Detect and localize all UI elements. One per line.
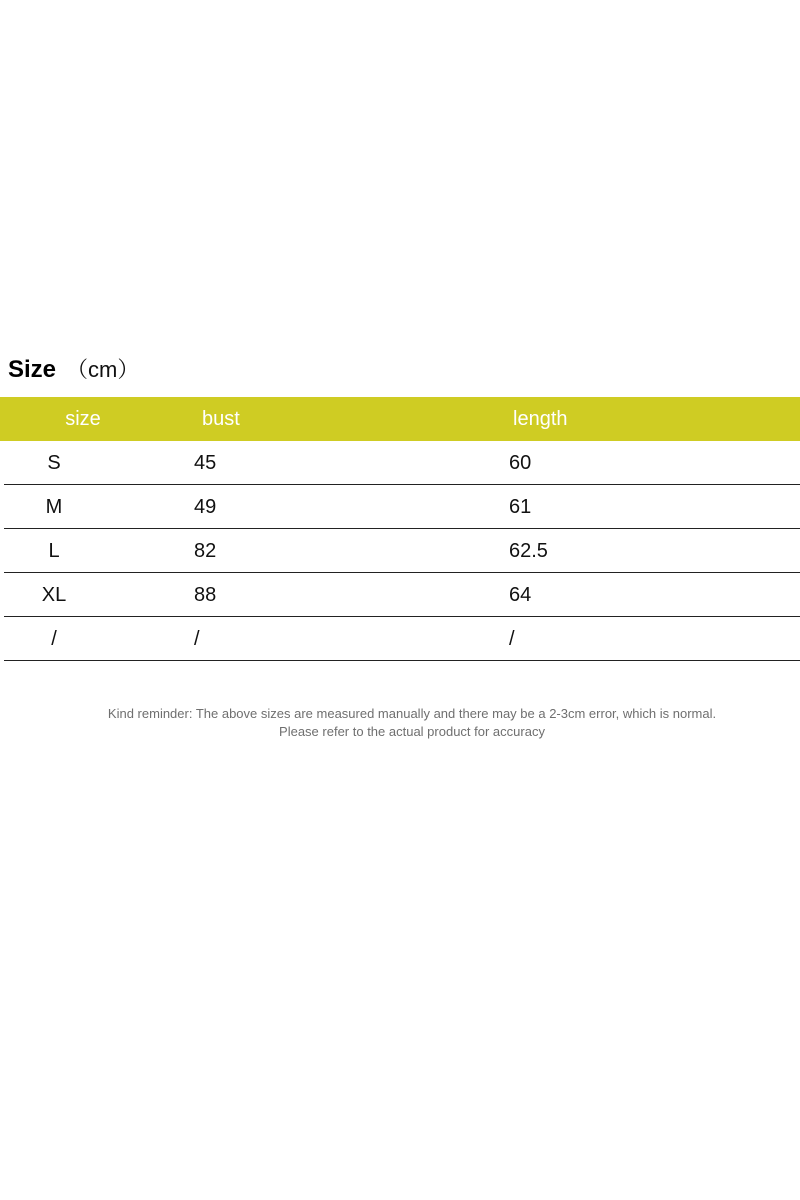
cell-size: [4, 485, 104, 528]
cell-bust-value: /: [194, 627, 200, 650]
cell-length-value: /: [509, 627, 515, 650]
cell-length-value: 62.5: [509, 539, 548, 562]
cell-bust: [194, 617, 314, 660]
cell-length: [509, 485, 629, 528]
size-chart-title: [8, 352, 139, 388]
header-bust-label: bust: [202, 407, 240, 430]
cell-length-value: 61: [509, 495, 532, 518]
table-row: [4, 441, 800, 485]
cell-size-value: S: [47, 451, 61, 474]
cell-size-value: M: [45, 495, 63, 518]
cell-length-value: 60: [509, 451, 532, 474]
cell-length: [509, 573, 629, 616]
title-main: Size: [8, 356, 57, 383]
table-row: [4, 529, 800, 573]
table-row: [4, 485, 800, 529]
cell-size: [4, 441, 104, 484]
cell-size-value: L: [48, 539, 60, 562]
header-length: [513, 397, 633, 441]
table-row: [4, 617, 800, 661]
kind-reminder-note: [0, 705, 800, 741]
cell-bust: [194, 573, 314, 616]
cell-bust: [194, 441, 314, 484]
cell-length-value: 64: [509, 583, 532, 606]
table-row: [4, 573, 800, 617]
note-line-1: Kind reminder: The above sizes are measured manually and there may be a 2-3cm error, which is normal.: [107, 706, 717, 721]
size-table: [0, 397, 800, 661]
header-bust: [202, 397, 322, 441]
header-size: [0, 397, 166, 441]
cell-size: [4, 617, 104, 660]
cell-bust-value: 88: [194, 583, 217, 606]
cell-bust: [194, 529, 314, 572]
cell-bust-value: 82: [194, 539, 217, 562]
cell-size-value: /: [51, 627, 57, 650]
cell-length: [509, 617, 629, 660]
cell-size-value: XL: [41, 583, 67, 606]
header-length-label: length: [513, 407, 568, 430]
cell-bust: [194, 485, 314, 528]
cell-bust-value: 45: [194, 451, 217, 474]
title-unit: （cm）: [66, 357, 140, 382]
table-header-row: [0, 397, 800, 441]
cell-length: [509, 441, 629, 484]
header-size-label: size: [65, 407, 101, 430]
cell-bust-value: 49: [194, 495, 217, 518]
cell-size: [4, 529, 104, 572]
note-line-2: Please refer to the actual product for accuracy: [279, 724, 545, 739]
cell-size: [4, 573, 104, 616]
cell-length: [509, 529, 629, 572]
